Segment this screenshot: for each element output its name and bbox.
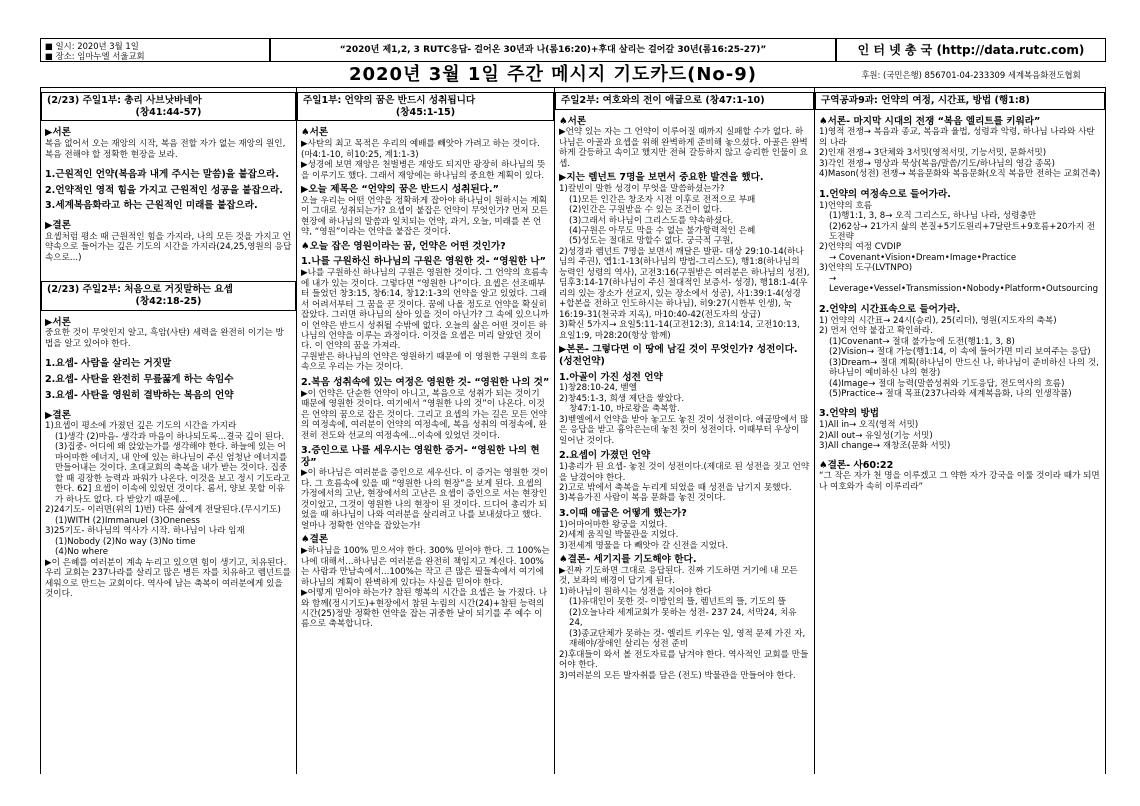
text-line: ▶나를 구원하신 하나님의 구원은 영원한 것이다. 그 언약의 흐름속에 내가 있는 것이다. 그렇다면 “영원한 나”이다. 요셉은 선조때부터 들었던 창3:15, 창6:14, 창12:1-3의 언약을 알고 있었다. 그래서 어려서부터 그 꿈을 꾼 것이다. 꿈에 나올 정도로 언약을 확실히 잡았다. 그러면 하나님의 살아 있을 것이 아닌가? 그 속에 있으니까 이 언약은 반드시 성취될 수밖에 없다. 오늘의 삶은 어떤 것이든 하나님의 언약을 이루는 과정이다. 이것을 요셉은 미리 알았던 것이다. 이 언약의 꿈을 가져라.: [301, 268, 549, 352]
text-line: ▶오늘 제목은 “언약의 꿈은 반드시 성취된다.”: [301, 184, 499, 196]
sermon-title: 주일2부: 여호와의 전이 애굽으로 (창47:1-10): [561, 95, 765, 106]
text-line: [45, 160, 292, 165]
event-place: ■ 장소: 임마누엘 서울교회: [45, 51, 145, 62]
text-line: (1)유대인이 못한 것- 이방인의 뜰, 렘넌트의 뜰, 기도의 뜰: [569, 597, 786, 608]
text-line: 3.요셉- 사탄을 영원히 결박하는 복음의 언약: [45, 389, 234, 401]
text-line: [45, 349, 292, 354]
event-info: [40, 38, 270, 62]
text-line: ▶진짜 기도하면 그대로 응답된다. 진짜 기도하면 거기에 내 모든 것, 보좌의 배경이 답기게 된다.: [559, 565, 798, 587]
text-line: 1.근원적인 언약(복음과 내게 주시는 말씀)을 붙잡으라.: [45, 169, 280, 181]
text-line: (5)Practice→ 절대 목표(237나라와 세계복음화, 나의 인생작품): [829, 388, 1072, 399]
text-line: 2.요셉이 가졌던 언약: [559, 450, 651, 462]
sermon-reference: (창45:1-15): [395, 106, 456, 118]
text-line: 구원받은 하나님의 언약은 영원하기 때문에 이 영원한 구원의 흐름속으로 우리는 가는 것이다.: [301, 351, 547, 373]
text-line: 3)All change→ 재창조(문화 서밋): [819, 441, 951, 452]
text-line: 2) 먼저 언약 붙잡고 확인하라.: [819, 326, 933, 337]
event-date: ■ 일시: 2020년 3월 1일: [45, 41, 139, 51]
text-line: 3)언약의 도구(LVTNPO): [819, 263, 913, 274]
text-line: [45, 402, 292, 407]
text-line: 1)All in→ 오직(영적 서밋): [819, 420, 919, 431]
text-line: 창47:1-10, 바로왕을 축복함.: [569, 404, 680, 415]
text-line: ♠서론: [301, 127, 329, 139]
text-line: 1.언약의 여정속으로 들어가라.: [819, 188, 951, 200]
text-line: 2.복음 성취속에 있는 여정은 영원한 것- “영원한 나의 것”: [301, 376, 550, 388]
lesson-body: [819, 116, 1101, 493]
text-line: (2)오늘나라 세계교회가 못하는 성전- 237 24, 서막24, 치유24,: [569, 607, 797, 629]
text-line: [819, 180, 1101, 185]
sermon-title-box: [297, 92, 554, 121]
text-line: “그 작은 자가 천 명을 이루겠고 그 약한 자가 강국을 이룰 것이라 때가 되면 나 여호와가 속히 이루리라”: [819, 471, 1100, 492]
text-line: 2)고로 밖에서 축복을 누리게 되었을 때 성전을 남기지 못했다.: [559, 483, 792, 493]
text-line: 3)각인 전쟁→ 명상과 묵상(복음/말씀/기도/하나님의 영감 종목): [819, 158, 1056, 169]
text-line: ▶하나님을 100% 믿으셔야 한다. 300% 믿어야 한다. 그 100%는 나에 대해서...하나님은 여러분을 완전히 책임지고 계신다. 100%는 사람과 만남속에서...100%는 작고 큰 많은 필들속에서 여기에 하나님의 계획이 완벽하게 있다는 사실을 믿어야 한다.: [301, 546, 550, 588]
text-line: ▶서론: [45, 127, 71, 139]
slogan: “2020년 제1,2, 3 RUTC응답- 걸어온 30년과 나(롬16:20)+후대 살리는 걸어갈 30년(롬16:25-27)”: [270, 38, 836, 62]
lesson-title-box: [815, 92, 1105, 110]
text-line: 1.나를 구원하신 하나님의 구원은 영원한 것- “영원한 나”: [301, 256, 546, 268]
text-line: ▶어떻게 믿어야 하는가? 참된 행복의 시간을 요셉은 늘 가졌다. 나와 함께(정시기도)+현장에서 참된 누림의 시간(24)+참된 능력의 시간(25)정말 정확한 언약을 잡는 귀중한 날이 되기를 주 예수 이름으로 축복합니다.: [301, 588, 548, 630]
sermon-body-2: [45, 317, 292, 600]
text-line: (4)구원은 아무도 막을 수 없는 불가항력적인 은혜: [569, 225, 756, 236]
text-line: 3.언약의 방법: [819, 408, 879, 420]
sermon-reference-2: (창42:18-25): [135, 296, 202, 308]
text-line: 1)칼빈이 말한 성경이 무엇을 말씀하셨는가?: [559, 184, 725, 195]
text-line: 1)총리가 된 요셉- 놓친 것이 성전이다.(제대로 된 성전을 짓고 언약을 남겼어야 한다.: [559, 462, 810, 483]
text-line: → Covenant•Vision•Dream•Image•Practice: [829, 252, 1017, 263]
text-line: ▶이 언약은 단순한 언약이 아니고, 복음으로 성취가 되는 것이기 때문에 영원한 것이다. 여기에서 “영원한 나의 것”이 나온다. 이것은 언약의 꿈으로 잡은 것이다. 그리고 요셉의 가는 길은 모든 언약의 여정속에, 여러분이 언약의 여정속에, 복음 성취의 여정속에, 완전히 전도와 선교의 여정속에...이속에 있었던 것이다.: [301, 388, 547, 441]
text-line: [819, 295, 1101, 300]
text-line: ▶결론: [45, 409, 71, 421]
sermon-title-2: (2/23) 주일2부: 처음으로 거짓말하는 요셉: [47, 284, 233, 296]
text-line: 3)벧엘에서 언약을 받아 놓고도 놓친 것이 성전이다. 애굽땅에서 많은 응답을 받고 흉악은는데 놓친 것이 성전이다. 이때부터 우상이 일어난 것이다.: [559, 414, 809, 446]
text-line: 3)여러분의 모든 발자취를 담은 (전도) 박물관을 만들어야 한다.: [559, 670, 796, 681]
prayer-card-page: [40, 38, 1106, 774]
text-line: 3)전세계 명물을 다 빼앗아 갈 신전을 지었다.: [559, 540, 729, 551]
text-line: 2.요셉- 사탄을 완전히 무릎꿇게 하는 속임수: [45, 374, 234, 386]
text-line: 3.증인으로 나를 세우시는 영원한 증거- “영원한 나의 현장”: [301, 445, 540, 468]
text-line: ▶서론: [45, 316, 71, 328]
text-line: [819, 452, 1101, 457]
internet-site: 인 터 넷 총 국 (http://data.rutc.com): [836, 38, 1106, 62]
text-line: ▶성경에 보면 재앙은 천벌병은 재앙도 되지만 광장히 하나님의 뜻을 이루기도 했다. 그래서 재앙에는 하나님의 중요한 계획이 있다.: [301, 160, 546, 181]
text-line: 2)인재 전쟁→ 3단체와 3서밋(영적서밋, 기능서밋, 문화서밋): [819, 148, 1047, 159]
text-line: 1)어마어마한 왕궁을 지었다.: [559, 519, 668, 530]
text-line: 2)후대들이 와서 볼 전도자료를 남겨야 한다. 역사적인 교회를 만들어야 한다.: [559, 649, 809, 671]
column-4: [814, 88, 1106, 774]
sermon-title-box: [41, 92, 296, 121]
text-line: (3)Dream→ 절대 계획(하나님이 만드신 나, 하나님이 준비하신 나의 것, 하나님이 예비하신 나의 현장): [829, 357, 1099, 379]
text-line: 복음 없어서 오는 재앙의 시작, 복음 전할 자가 없는 재앙의 원인, 복음 전해야 할 정확한 현장을 보라.: [45, 139, 286, 160]
text-line: [45, 212, 292, 217]
column-2: [296, 88, 554, 774]
sermon-body: [45, 127, 292, 263]
text-line: ♠결론: [301, 534, 329, 546]
text-line: ▶결론: [45, 220, 71, 232]
text-line: 2.언약의 시간표속으로 들어가라.: [819, 303, 961, 315]
text-line: ▶언약 있는 자는 그 언약이 이루어질 때까지 실패할 수가 없다. 하나님은 아골과 요셉을 위해 완벽하게 준비해 놓으셨다. 아골은 완벽하게 갈등하고 속이고 했지만 전혀 갈등하지 않고 승리한 인물이 요셉.: [559, 127, 808, 169]
text-line: ▶본론- 그렇다면 이 땅에 남길 것이 무엇인가? 성전이다.(성전언약): [559, 344, 798, 368]
text-line: ♠서론: [559, 115, 587, 127]
column-1: [40, 88, 296, 774]
text-line: 중요한 것이 무엇인지 알고, 흑암(사탄) 세력을 완전히 이기는 방법을 알고 있어야 한다.: [45, 328, 284, 349]
text-line: ▶이 은혜를 여러분이 계속 누리고 있으면 힘이 생기고, 치유된다. 우리 교회는 237나라를 살리고 많은 병든 자를 치유하고 렘넌트를 세워으로 만드는 교회이다. 역사에 남는 축복이 여러분에게 있을 것이다.: [45, 557, 291, 599]
text-line: (1)Covenant→ 절대 불가능에 도전(행1:1, 3, 8): [829, 336, 1015, 347]
text-line: (4)Image→ 절대 능력(말씀성취와 기도응답, 전도역사의 흐름): [829, 378, 1065, 389]
text-line: 3.세계복음화라고 하는 근원적인 미래를 붙잡으라.: [45, 200, 258, 212]
text-line: ♠결론- 세기지를 기도해야 한다.: [559, 554, 697, 566]
text-line: 요셉처럼 평소 때 근원적인 힘을 가지라, 나의 모든 것을 가지고 언약속으로 들어가는 깊은 기도의 시간을 가지라(24,25,영원의 응답속으로...): [45, 231, 292, 263]
text-line: 1)언약의 흐름: [819, 200, 873, 211]
text-line: (1)행1:1, 3, 8→ 오직 그리스도, 하나님 나라, 성령충만: [829, 211, 1037, 222]
sermon-title: (2/23) 주일1부: 총리 사브낫바네아: [47, 95, 202, 106]
text-line: (1)Nobody (2)No way (3)No time: [55, 536, 196, 547]
text-line: (3)그래서 하나님이 그리스도를 약속하셨다.: [569, 215, 734, 226]
text-line: (2)62삼→ 21가지 삶의 본질+5기도원리+7달란트+9호름+20가지 전도전략: [829, 221, 1096, 242]
header: [40, 38, 1106, 88]
text-line: ♠오늘 잡은 영원이라는 꿈, 언약은 어떤 것인가?: [301, 240, 506, 252]
text-line: ♠서론- 마지막 시대의 전쟁 “복음 엘리트를 키워라”: [819, 115, 1041, 127]
text-line: 3)25기도- 하나님의 역사가 시작. 하나님이 나라 임재: [45, 526, 245, 537]
sermon-reference: (창41:44-57): [135, 106, 202, 118]
text-line: [819, 399, 1101, 404]
text-line: (4)No where: [55, 547, 108, 558]
sermon-title-box: [555, 92, 814, 110]
text-line: 4)Mason(성전) 전쟁→ 복음문화와 복음문화(오직 복음만 전하는 교회건축): [819, 169, 1101, 180]
text-line: 2)창45:1-3, 희생 제단을 쌓았다.: [559, 393, 685, 404]
text-line: 1)요셉이 평소에 가졌던 깊은 기도의 시간을 가지라: [45, 421, 237, 432]
text-line: (1)WITH (2)Immanuel (3)Oneness: [55, 515, 201, 526]
page-title: 2020년 3월 1일 주간 메시지 기도카드(No-9): [348, 64, 757, 86]
text-line: 1)영적 전쟁→ 복음과 종교, 복음과 율법, 성령과 악령, 하나님 나라와 사탄의 나라: [819, 127, 1095, 148]
text-line: 1.아골이 가진 성전 언약: [559, 371, 663, 383]
text-line: ▶이 하나님은 여러분을 증인으로 세우신다. 이 증거는 영원한 것이다. 그 흐름속에 있을 때 “영원한 나의 현장”을 보게 된다. 요셉의 가정에서의 고난, 현장에서의 고난은 요셉이 증인으로 서는 현장인 것이었고, 그것이 영원한 나의 현장이 된 것이다. 드디어 총리가 되었을 때 하나님이 나와 여러분을 살리려고 나를 보내셨다고 했다. 얼마나 정확한 언약을 잡았는가!: [301, 468, 549, 531]
sermon-body: [559, 116, 810, 681]
text-line: 3)확신 5가지→ 요일5:11-14(고전12:3), 요14:14, 고전10:13, 요일1:9, 마28:20(항상 함께): [559, 320, 800, 341]
text-line: 1)하나님이 원하시는 성전을 지어야 한다: [559, 586, 712, 597]
text-line: 1) 언약의 시간표→ 24시(승리), 25(리더), 영원(지도자의 축복): [819, 315, 1057, 326]
text-line: (1)생각 (2)마음- 생각과 마음이 하나되도록...결국 깊이 된다. (3)집중- 어디에 왜 앉았는가를 생각해야 한다. 하늘에 있는 어마어마한 에너지, 내 안에 있는 하나님이 주신 엄청난 에너지를 만들어내는 것이다. 초대교회의 축복을 내가 받는 것이다. 집중할 때 굉장한 능력과 파워가 나온다. 이것을 보고 정시 기도라고 한다. 62] 요셉이 이속에 있었던 것이다. 롬서, 양보 못할 이유가 하나도 없다. 다 받았기 때문에...: [55, 431, 290, 505]
text-line: 2)세계 움직일 박물관을 지었다.: [559, 530, 679, 541]
text-line: 2)성경과 렘넌트 7명을 보면서 깨달은 발판- 대상 29:10-14(하나님의 주권), 엡1:1-13(하나님의 방법-그리스도), 행1:8(하나님의 능력인 성령의 역사), 고전3:16(구원받은 여러분은 하나님의 성전), 딤후3:14-17(하나님이 주신 절대적인 보증서- 성경), 행18:1-4(우리의 있는 장소가 선교지, 있는 장소에서 성공), 사1:39:1-4(성경+합본을 전하고 인도하시는 하나님), 히9:27(시한부 인생), 눅16:19-31(천국과 지옥), 마10:40-42(전도자의 상급): [559, 246, 810, 320]
text-line: 3.이때 애굽은 어떻게 했는가?: [559, 507, 687, 519]
text-line: 2)언약의 여정 CVDIP: [819, 242, 902, 253]
text-line: 오늘 우리는 어떤 언약을 정확하게 잡아야 하나님이 원하시는 계획이 그대로 성취되는가? 요셉이 붙잡은 언약이 무엇인가? 먼저 모든 현장에 하나님의 말씀과 일치되는 언약, 과거, 오늘, 미래를 본 언약, “영원”이라는 언약을 붙잡은 것이다.: [301, 195, 548, 238]
text-line: (3)종교단체가 못하는 것- 엘리트 키우는 일, 영적 문제 가진 자, 재해야/장애인 살리는 성전 준비: [569, 628, 806, 650]
text-line: 2)24기도- 이러면(위의 1)번) 다른 삶에게 전달된다.(무시기도): [45, 505, 281, 516]
text-line: → Leverage•Vessel•Transmission•Nobody•Platform•Outsourcing: [829, 273, 1099, 295]
sermon-body: [301, 127, 550, 630]
text-line: ▶지는 렘넌트 7명을 보면서 중요한 발견을 했다.: [559, 172, 764, 184]
lesson-title: 구역공과9과: 언약의 여정, 시간표, 방법 (행1:8): [821, 95, 1030, 106]
text-line: ♠결론- 사60:22: [819, 459, 894, 471]
text-line: 2.언약적인 영적 힘을 가지고 근원적인 성공을 붙잡으라.: [45, 184, 283, 196]
column-3: [554, 88, 814, 774]
sponsor-account: 후원: (국민은행) 856701-04-233309 세계복음화전도협회: [861, 69, 1081, 80]
text-line: ▶사탄의 최고 목적은 우리의 예배를 빼앗아 가려고 하는 것이다.(마4:1-10, 히10:25, 계1:1-3): [301, 139, 540, 160]
text-line: 2)All out→ 유일성(기능 서밋): [819, 430, 933, 441]
text-line: (2)Vision→ 절대 가능(행1:14, 이 속에 들어가면 미리 보여주는 응답): [829, 347, 1091, 358]
text-line: 3)복음가진 사람이 복음 문화를 놓친 것이다.: [559, 493, 726, 504]
text-line: 1.요셉- 사람을 살리는 거짓말: [45, 358, 172, 370]
text-line: (2)인간은 구원받을 수 있는 조건이 없다.: [569, 205, 723, 216]
sermon-title: 주일1부: 언약의 꿈은 반드시 성취됩니다: [303, 95, 476, 106]
text-line: (5)성도는 절대로 망할수 없다. 궁극적 구원,: [569, 236, 734, 247]
text-line: 1)창28:10-24, 벧엘: [559, 383, 637, 394]
sermon-title-box-2: [41, 281, 296, 310]
text-line: (1)모든 인간은 창조자 시전 이후로 전적으로 부패: [569, 194, 756, 205]
